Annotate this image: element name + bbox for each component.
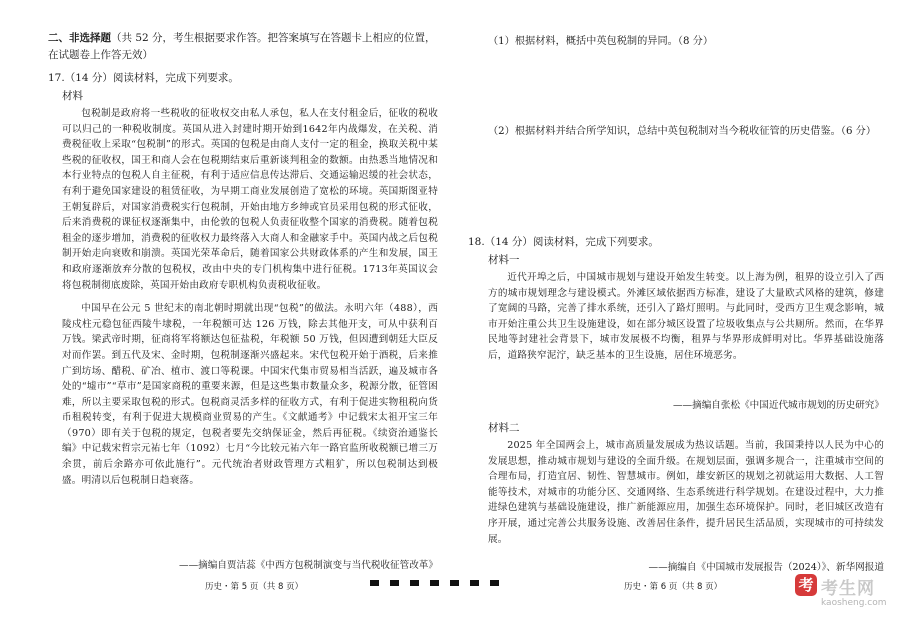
question-18-material-2 bbox=[488, 438, 884, 547]
question-18-material-1-source: ——摘编自张松《中国近代城市规划的历史研究》 bbox=[672, 400, 884, 411]
question-17-material-label: 材料 bbox=[62, 90, 83, 102]
section-heading: 二、非选择题 bbox=[48, 32, 111, 44]
question-17-source: ——摘编自贾洁蕊《中西方包税制演变与当代税收征管改革》 bbox=[178, 560, 438, 571]
watermark-name: 考生网 bbox=[821, 579, 875, 599]
section-instructions: （共 52 分，考生根据要求作答。把答案填写在答题卡上相应的位置，在试题卷上作答无效） bbox=[48, 32, 436, 61]
material-paragraph-china: 中国早在公元 5 世纪末的南北朝时期就出现“包税”的做法。永明六年（488），西陵戍柱元稳包征西陵牛埭税，一年税额可达 126 万钱，除去其他开支，可从中获利百万钱。梁武帝时期，征商将军将额达包征盐税，年税额 50 万钱，但因遭到朝廷大臣反对而作罢。到五代及宋、金时期，包税制逐渐兴盛起来。宋代包税开始于酒税，后来推广到坊场、醋税、矿冶、植市、渡口等税课。中国宋代集市贸易相当活跃，遍及城市各处的“墟市”“草市”是国家商税的重要来源，但是这些集市数量众多，税源分散，征管困难，所以主要采取包税的形式。包税商灵活多样的征收方式，有利于促进实物租税向货币租税转变，有利于促进大规模商业贸易的产生。《文献通考》中记载宋太祖开宝三年（970）即有关于包税的规定，包税者要先交纳保证金，然后再征税。《续资治通鉴长编》中记载宋哲宗元祐七年（1092）七月“今比较元祐六年一路官监所收税额已增三万余贯，前后余路亦可依此施行”。元代统治者财政管理方式粗犷，所以包税制达到极盛。明清以后包税制日趋衰落。 bbox=[62, 303, 438, 486]
marker-square bbox=[430, 580, 439, 586]
watermark-logo-icon: 考 bbox=[795, 574, 817, 596]
question-18-material-2-label: 材料二 bbox=[488, 422, 520, 434]
page-footer-left: 历史・第 5 页（共 8 页） bbox=[205, 582, 304, 592]
section-header bbox=[48, 30, 438, 64]
material-paragraph-uk: 包税制是政府将一些税收的征收权交由私人承包，私人在支付租金后，征收的税收可以归己的一种税收制度。英国从进入封建时期开始到1642年内战爆发，在关税、消费税征收上采取“包税制”的形式。英国的包税是由商人支付一定的租金，换取关税中某些税的征收权，国王和商人会在包税期结束后重新谈判租金的数额。由热悉当地情况和本行业特点的包税人自主征税，有利于适应信息传达滞后、交通运输迟缓的社会状态，有利于避免国家建设的租赁征收，为早期工商业发展创造了宽松的环境。英国斯图亚特王朝复辟后，对国家消费税实行包税制，开始由地方乡绅或官员采用包税的形式征收，后来消费税的课征权逐渐集中，由伦敦的包税人负责征收整个国家的消费税。随着包税租金的逐步增加，消费税的征收权力最终落入大商人和金融家手中。英国内战之后包税制开始走向衰败和崩溃。英国光荣革命后，随着国家公共财政体系的产生和发展，国王和政府逐渐放弃分散的包税权，改由中央的专门机构集中进行征税。1713年英国议会将包税制彻底废除，英国开始由政府专职机构负责税收征收。 bbox=[62, 108, 438, 291]
marker-square bbox=[370, 580, 379, 586]
page-footer-right: 历史・第 6 页（共 8 页） bbox=[624, 582, 723, 592]
question-17-title: 17.（14 分）阅读材料，完成下列要求。 bbox=[48, 72, 239, 84]
watermark-url: kaosheng.com bbox=[821, 598, 887, 608]
material-1-text: 近代开埠之后，中国城市规划与建设开始发生转变。以上海为例，租界的设立引入了西方的城市规划理念与建设模式。外滩区域依据西方标准，建设了大量欧式风格的建筑，修建了宽阔的马路，完善了排水系统，还引入了路灯照明。与此同时，受西方卫生观念影响，城市开始注重公共卫生设施建设，如在部分城区设置了垃圾收集点与公共厕所。然而，在华界民地等封建社会背景下，城市发展极不均衡，租界与华界形成鲜明对比。华界基础设施落后，道路狭窄泥泞，缺乏基本的卫生设施，居住环境恶劣。 bbox=[488, 272, 884, 361]
marker-square bbox=[450, 580, 459, 586]
question-17-subquestion-2: （2）根据材料并结合所学知识，总结中英包税制对当今税收征管的历史借鉴。（6 分） bbox=[488, 126, 877, 137]
question-17-subquestion-1: （1）根据材料，概括中英包税制的异同。（8 分） bbox=[488, 36, 714, 47]
question-18-material-2-source: ——摘编自《中国城市发展报告（2024）》、新华网报道 bbox=[648, 562, 884, 573]
question-18-title: 18.（14 分）阅读材料，完成下列要求。 bbox=[468, 236, 659, 248]
question-18-material-1 bbox=[488, 270, 884, 364]
marker-square bbox=[410, 580, 419, 586]
site-watermark bbox=[795, 572, 895, 618]
question-17-material bbox=[62, 106, 438, 488]
material-2-text: 2025 年全国两会上，城市高质量发展成为热议话题。当前，我国秉持以人民为中心的发展思想，推动城市规划与建设的全面升级。在规划层面，强调多规合一，注重城市空间的合理布局，打造宜居、韧性、智慧城市。例如，雄安新区的规划之初就运用大数据、人工智能等技术，对城市的功能分区、交通网络、生态系统进行科学规划。在建设过程中，大力推进绿色建筑与基础设施建设，推广新能源应用，加强生态环境保护。同时，老旧城区改造有序开展，通过完善公共服务设施、改善居住条件，提升居民生活品质，实现城市的可持续发展。 bbox=[488, 440, 884, 545]
right-page bbox=[460, 0, 900, 620]
question-18-material-1-label: 材料一 bbox=[488, 254, 520, 266]
marker-square bbox=[390, 580, 399, 586]
